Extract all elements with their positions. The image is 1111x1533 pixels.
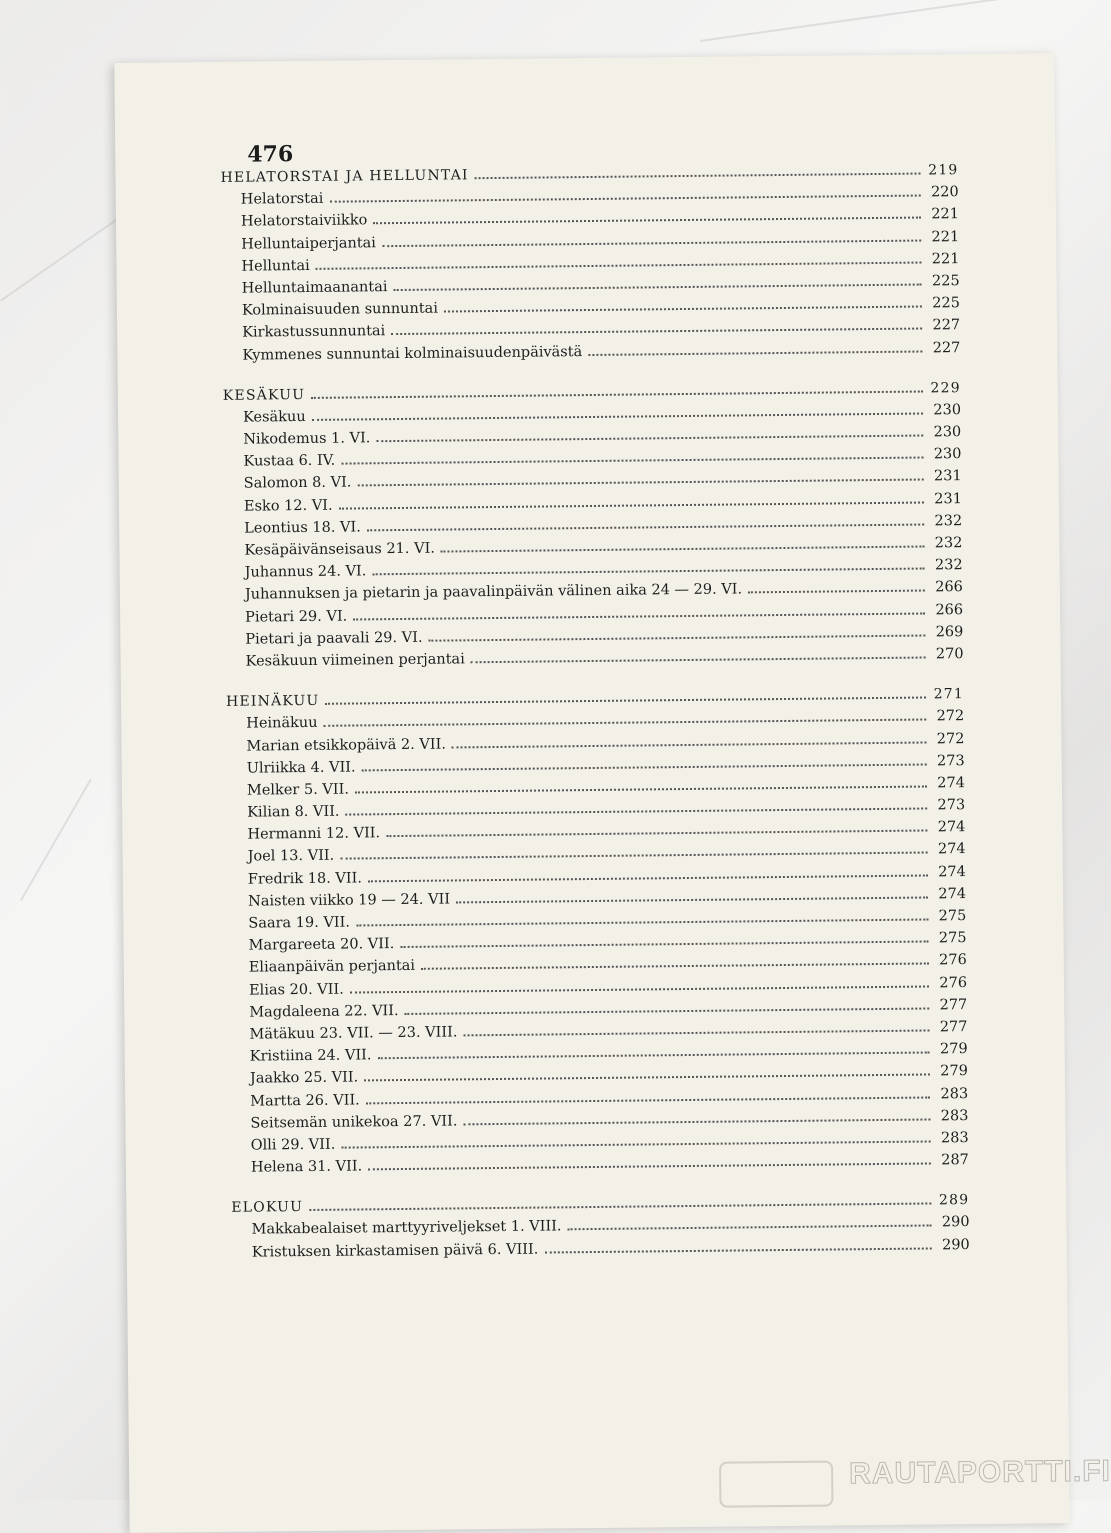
toc-entry-label: Kustaa 6. IV. <box>243 452 336 470</box>
toc-entry-label: Kolminaisuuden sunnuntai <box>241 300 439 319</box>
toc-entry-page: 230 <box>933 446 962 463</box>
toc-entry-page: 269 <box>935 623 964 641</box>
dot-leader <box>340 852 927 860</box>
dot-leader <box>372 568 924 576</box>
dot-leader <box>568 1225 932 1231</box>
toc-entry-label: Margareeta 20. VII. <box>248 936 395 954</box>
dot-leader <box>373 217 921 225</box>
toc-entry-page: 231 <box>934 490 963 508</box>
toc-entry-page: 272 <box>936 730 965 747</box>
section-heading-label: HEINÄKUU <box>225 692 320 710</box>
dot-leader <box>368 1163 931 1171</box>
dot-leader <box>441 546 925 553</box>
watermark: RAUTAPORTTI.FI <box>848 1454 1111 1491</box>
dot-leader <box>475 173 921 180</box>
toc-entry-page: 279 <box>940 1063 969 1080</box>
dot-leader <box>309 1203 931 1212</box>
dot-leader <box>405 1007 930 1014</box>
toc-entry-label: Mätäkuu 23. VII. — 23. VIII. <box>249 1024 458 1043</box>
section-heading-label: HELATORSTAI JA HELLUNTAI <box>220 167 469 186</box>
dot-leader <box>341 1140 930 1148</box>
section-heading-label: ELOKUU <box>231 1199 304 1217</box>
toc-entry-label: Kirkastussunnuntai <box>242 323 386 341</box>
dot-leader <box>386 830 927 838</box>
dot-leader <box>463 1029 929 1036</box>
dot-leader <box>350 985 929 993</box>
toc-entry-label: Kymmenes sunnuntai kolminaisuudenpäivästä <box>242 343 583 364</box>
section-heading-page: 229 <box>930 379 961 397</box>
toc-section <box>231 1192 970 1266</box>
dot-leader <box>366 1096 930 1104</box>
toc-entry-label: Kesäkuu <box>242 408 306 426</box>
toc-entry-label: Melker 5. VII. <box>246 781 349 799</box>
toc-entry-page: 287 <box>941 1152 969 1169</box>
dot-leader <box>329 195 920 203</box>
dot-leader <box>444 306 922 313</box>
dot-leader <box>452 741 927 748</box>
toc-entry-label: Olli 29. VII. <box>250 1136 336 1154</box>
dot-leader <box>346 808 928 816</box>
dot-leader <box>421 963 929 970</box>
dot-leader <box>429 634 926 641</box>
toc-entry-label: Magdaleena 22. VII. <box>249 1002 399 1021</box>
toc-entry-page: 274 <box>938 885 967 903</box>
toc-entry-label: Eliaanpäivän perjantai <box>248 958 416 976</box>
toc-entry-page: 266 <box>935 601 964 618</box>
toc-entry-label: Helluntaimaanantai <box>241 279 388 297</box>
page-number: 476 <box>247 141 294 168</box>
dot-leader <box>748 590 925 594</box>
toc-entry-page: 274 <box>938 863 966 881</box>
toc-entry-page: 274 <box>937 819 966 836</box>
toc-entry-label: Kristiina 24. VII. <box>249 1047 372 1065</box>
toc-entry-label: Martta 26. VII. <box>250 1091 360 1110</box>
dot-leader <box>368 874 928 882</box>
toc-entry-page: 274 <box>937 774 965 792</box>
dot-leader <box>316 261 922 269</box>
toc-entry-page: 221 <box>931 228 960 245</box>
dot-leader <box>456 896 928 903</box>
toc-entry-page: 225 <box>931 273 960 290</box>
toc-entry-page: 275 <box>938 930 967 947</box>
toc-entry-page: 290 <box>941 1214 970 1231</box>
dot-leader <box>382 239 921 247</box>
toc-section <box>226 686 969 1182</box>
dot-leader <box>364 1074 930 1082</box>
toc-entry-page: 276 <box>939 974 968 991</box>
dot-leader <box>391 328 922 336</box>
toc-entry-label: Helluntai <box>241 257 310 275</box>
toc-entry-label: Hermanni 12. VII. <box>247 825 381 843</box>
toc-entry-page: 227 <box>932 317 961 334</box>
dot-leader <box>376 435 923 443</box>
toc-entry-label: Seitsemän unikekoa 27. VII. <box>250 1113 458 1132</box>
toc-entry-label: Helluntaiperjantai <box>241 234 376 253</box>
dot-leader <box>324 719 927 727</box>
dot-leader <box>341 457 923 465</box>
toc-entry-label: Kesäkuun viimeinen perjantai <box>245 651 465 670</box>
watermark-logo-icon <box>719 1461 833 1508</box>
toc-entry-page: 232 <box>934 512 963 530</box>
toc-entry-label: Jaakko 25. VII. <box>249 1069 359 1087</box>
dot-leader <box>471 656 926 663</box>
toc-entry-label: Nikodemus 1. VI. <box>243 430 371 448</box>
toc-entry-page: 277 <box>939 996 968 1014</box>
toc-entry-label: Helena 31. VII. <box>250 1158 363 1176</box>
toc-entry-label: Joel 13. VII. <box>247 848 335 866</box>
toc-entry-label: Esko 12. VI. <box>243 497 333 515</box>
table-of-contents <box>220 162 970 1284</box>
dot-leader <box>312 412 923 420</box>
toc-entry-page: 274 <box>937 841 966 858</box>
dot-leader <box>367 523 924 531</box>
toc-entry-page: 283 <box>940 1085 969 1102</box>
dot-leader <box>400 941 928 949</box>
section-heading-page: 271 <box>933 686 965 703</box>
toc-entry-page: 290 <box>941 1236 970 1253</box>
dot-leader <box>357 479 923 487</box>
toc-entry-page: 272 <box>936 708 965 725</box>
toc-section <box>220 162 960 369</box>
toc-entry-page: 232 <box>934 535 963 552</box>
toc-entry-label: Pietari ja paavali 29. VI. <box>245 629 423 648</box>
toc-entry-page: 232 <box>934 557 963 574</box>
toc-entry-label: Heinäkuu <box>246 715 318 732</box>
toc-section <box>223 380 964 676</box>
dot-leader <box>356 918 928 926</box>
dot-leader <box>339 501 924 509</box>
section-heading-page: 289 <box>938 1192 970 1209</box>
toc-entry-label: Kilian 8. VII. <box>247 803 340 821</box>
toc-entry-page: 230 <box>933 424 962 441</box>
toc-entry-label: Saara 19. VII. <box>248 914 351 932</box>
toc-entry-page: 221 <box>931 250 960 268</box>
toc-entry-label: Juhannuksen ja pietarin ja paavalinpäivän välinen aika 24 — 29. VI. <box>244 581 743 603</box>
dot-leader <box>588 350 922 355</box>
toc-entry-label: Kesäpäivänseisaus 21. VI. <box>244 540 435 559</box>
toc-entry-label: Marian etsikkopäivä 2. VII. <box>246 736 447 755</box>
toc-entry-page: 270 <box>935 646 964 663</box>
toc-entry-page: 221 <box>931 206 960 223</box>
toc-entry-label: Salomon 8. VI. <box>243 474 352 493</box>
toc-entry-label: Helatorstai <box>240 190 324 208</box>
toc-entry-page: 279 <box>939 1041 968 1058</box>
toc-entry-page: 283 <box>940 1107 969 1125</box>
book-page <box>114 53 1111 1533</box>
dot-leader <box>353 612 925 620</box>
dot-leader <box>463 1118 930 1125</box>
toc-entry-label: Pietari 29. VI. <box>245 608 348 626</box>
dot-leader <box>362 763 927 771</box>
section-heading-page: 219 <box>928 162 959 179</box>
toc-entry-page: 273 <box>936 752 965 770</box>
toc-entry-page: 225 <box>932 295 960 312</box>
toc-entry-page: 275 <box>938 908 967 925</box>
toc-entry-label: Kristuksen kirkastamisen päivä 6. VIII. <box>251 1241 539 1261</box>
dot-leader <box>378 1052 930 1060</box>
toc-entry-label: Ulriikka 4. VII. <box>246 759 356 777</box>
toc-entry-page: 273 <box>937 797 966 814</box>
section-heading-label: KESÄKUU <box>222 386 306 404</box>
dot-leader <box>326 697 927 705</box>
toc-entry-label: Leontius 18. VI. <box>244 519 361 537</box>
toc-entry-page: 231 <box>933 468 962 485</box>
toc-entry-label: Makkabealaiset marttyyriveljekset 1. VIII. <box>251 1218 562 1239</box>
toc-entry-page: 277 <box>939 1019 968 1036</box>
toc-entry-page: 227 <box>932 339 961 356</box>
toc-entry-page: 276 <box>939 952 967 969</box>
toc-entry-label: Elias 20. VII. <box>248 981 344 999</box>
toc-entry-label: Naisten viikko 19 — 24. VII <box>248 891 451 910</box>
toc-entry-page: 220 <box>930 184 959 201</box>
dot-leader <box>311 390 923 398</box>
toc-entry-page: 230 <box>933 401 962 419</box>
toc-entry-page: 283 <box>940 1129 969 1147</box>
toc-entry-label: Fredrik 18. VII. <box>247 870 362 888</box>
toc-entry-label: Juhannus 24. VI. <box>244 563 367 581</box>
toc-entry-page: 266 <box>935 579 963 596</box>
dot-leader <box>544 1247 931 1253</box>
dot-leader <box>355 785 927 793</box>
dot-leader <box>393 283 921 291</box>
toc-entry-label: Helatorstaiviikko <box>240 212 368 231</box>
